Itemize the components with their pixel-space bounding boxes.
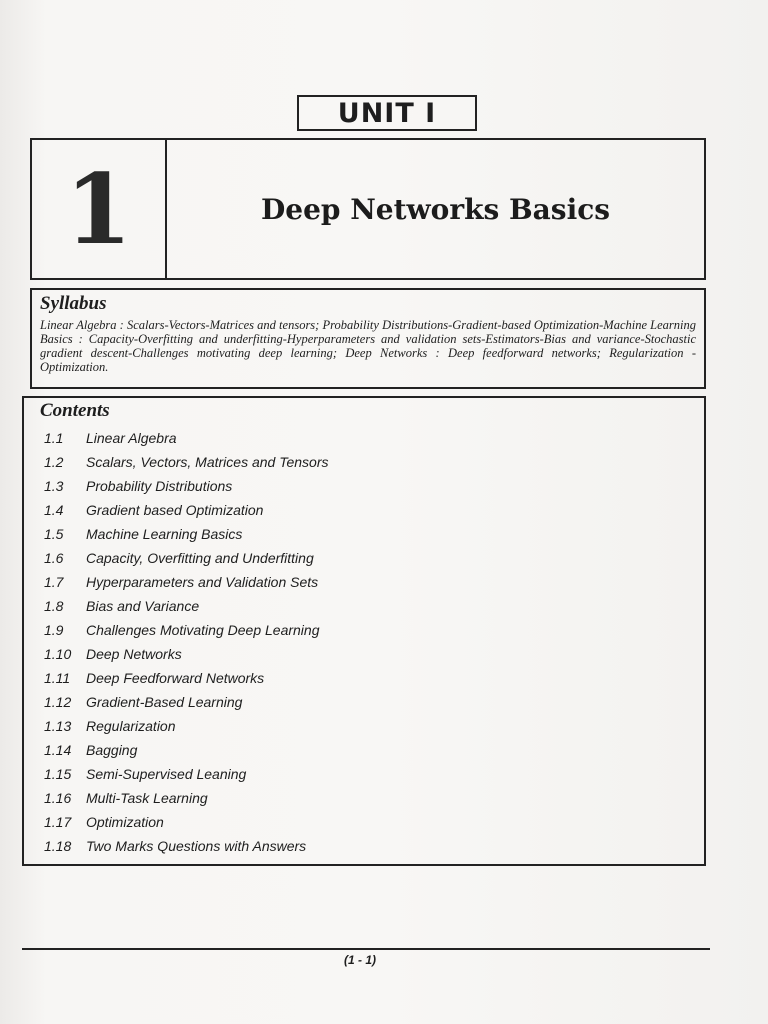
contents-item-title: Gradient-Based Learning (86, 694, 243, 710)
syllabus-text: Linear Algebra : Scalars-Vectors-Matrices and tensors; Probability Distributions-Gradient-based Optimization-Machine Learning Basics : Capacity-Overfitting and underfitting-Hyperparameters and validation sets-Estimators-Bias and variance-Stochastic gradient descent-Challenges motivating deep learning; Deep Networks : Deep feedforward networks; Regularization - Optimization. (40, 318, 696, 374)
contents-item-title: Two Marks Questions with Answers (86, 838, 307, 854)
contents-item (40, 498, 704, 522)
contents-item-title: Gradient based Optimization (86, 502, 264, 518)
contents-item-title: Probability Distributions (86, 478, 233, 494)
contents-item (40, 426, 704, 450)
contents-item (40, 450, 704, 474)
contents-item-number: 1.11 (44, 670, 71, 686)
contents-item-number: 1.15 (44, 766, 72, 782)
contents-item-title: Multi-Task Learning (86, 790, 208, 806)
contents-item-number: 1.7 (44, 574, 64, 590)
chapter-number: 1 (32, 140, 167, 278)
footer-divider (22, 948, 710, 950)
contents-item-number: 1.8 (44, 598, 64, 614)
contents-item (40, 786, 704, 810)
contents-item-title: Bias and Variance (86, 598, 200, 614)
contents-item-number: 1.14 (44, 742, 72, 758)
contents-item (40, 690, 704, 714)
contents-item (40, 546, 704, 570)
contents-item-title: Challenges Motivating Deep Learning (86, 622, 320, 638)
chapter-title: Deep Networks Basics (260, 192, 611, 226)
contents-item-number: 1.4 (44, 502, 64, 518)
contents-item-title: Linear Algebra (86, 430, 177, 446)
contents-item-number: 1.1 (44, 430, 64, 446)
contents-list (40, 426, 704, 858)
contents-item-number: 1.9 (44, 622, 64, 638)
contents-item (40, 666, 704, 690)
contents-item-title: Scalars, Vectors, Matrices and Tensors (86, 454, 329, 470)
syllabus-heading: Syllabus (40, 293, 107, 314)
contents-item-number: 1.16 (44, 790, 72, 806)
contents-item-title: Deep Networks (86, 646, 182, 662)
unit-label: UNIT I (297, 95, 477, 131)
contents-item (40, 594, 704, 618)
chapter-header (30, 138, 706, 280)
contents-item (40, 522, 704, 546)
contents-item-title: Bagging (86, 742, 138, 758)
contents-item (40, 570, 704, 594)
syllabus-section (30, 288, 706, 389)
contents-item-title: Regularization (86, 718, 176, 734)
contents-item (40, 810, 704, 834)
contents-item-title: Semi-Supervised Leaning (86, 766, 247, 782)
contents-item-title: Deep Feedforward Networks (86, 670, 265, 686)
contents-item (40, 642, 704, 666)
page-number: (1 - 1) (343, 953, 376, 967)
contents-item-title: Optimization (86, 814, 164, 830)
contents-item (40, 618, 704, 642)
contents-item (40, 762, 704, 786)
contents-item-title: Capacity, Overfitting and Underfitting (86, 550, 314, 566)
contents-item-number: 1.5 (44, 526, 64, 542)
contents-item-title: Machine Learning Basics (86, 526, 243, 542)
contents-item-number: 1.10 (44, 646, 72, 662)
contents-item-number: 1.18 (44, 838, 72, 854)
contents-section (22, 396, 706, 866)
contents-heading: Contents (40, 400, 110, 421)
contents-item-number: 1.12 (44, 694, 72, 710)
contents-item-title: Hyperparameters and Validation Sets (86, 574, 319, 590)
contents-item-number: 1.2 (44, 454, 64, 470)
contents-item (40, 834, 704, 858)
contents-item-number: 1.3 (44, 478, 64, 494)
contents-item (40, 738, 704, 762)
contents-item-number: 1.13 (44, 718, 72, 734)
contents-item-number: 1.6 (44, 550, 64, 566)
contents-item (40, 714, 704, 738)
contents-item-number: 1.17 (44, 814, 72, 830)
contents-item (40, 474, 704, 498)
